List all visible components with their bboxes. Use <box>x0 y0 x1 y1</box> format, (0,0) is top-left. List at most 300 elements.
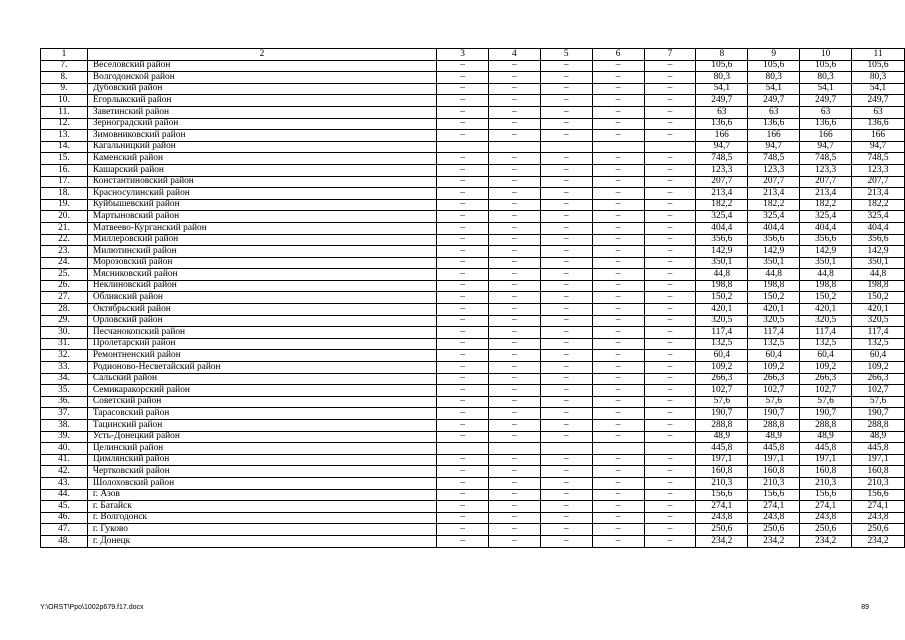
dash-cell: – <box>592 362 644 374</box>
dash-cell: – <box>644 106 696 118</box>
header-cell: 11 <box>852 49 905 61</box>
dash-cell: – <box>540 211 592 223</box>
dash-cell: – <box>437 292 489 304</box>
value-cell: 249,7 <box>800 95 852 107</box>
row-number: 41. <box>41 454 88 466</box>
table-row <box>41 164 905 176</box>
value-cell: 94,7 <box>800 141 852 153</box>
dash-cell: – <box>644 362 696 374</box>
value-cell: 320,5 <box>696 315 748 327</box>
row-number: 34. <box>41 373 88 385</box>
dash-cell: – <box>644 95 696 107</box>
dash-cell <box>540 141 592 153</box>
value-cell: 60,4 <box>748 350 800 362</box>
district-name: Мартыновский район <box>87 211 436 223</box>
dash-cell: – <box>592 164 644 176</box>
value-cell: 250,6 <box>696 524 748 536</box>
dash-cell: – <box>540 199 592 211</box>
dash-cell: – <box>644 118 696 130</box>
value-cell: 210,3 <box>748 477 800 489</box>
row-number: 17. <box>41 176 88 188</box>
value-cell: 44,8 <box>696 269 748 281</box>
dash-cell: – <box>644 477 696 489</box>
header-row <box>41 49 905 61</box>
dash-cell: – <box>592 118 644 130</box>
value-cell: 63 <box>748 106 800 118</box>
dash-cell: – <box>644 246 696 258</box>
district-name: Красносулинский район <box>87 188 436 200</box>
value-cell: 109,2 <box>800 362 852 374</box>
value-cell: 150,2 <box>800 292 852 304</box>
dash-cell: – <box>437 83 489 95</box>
dash-cell: – <box>592 280 644 292</box>
value-cell: 136,6 <box>800 118 852 130</box>
value-cell: 198,8 <box>852 280 905 292</box>
district-name: Морозовский район <box>87 257 436 269</box>
footer-page-number: 89 <box>861 604 869 611</box>
dash-cell: – <box>592 292 644 304</box>
dash-cell: – <box>437 535 489 547</box>
table-row <box>41 188 905 200</box>
dash-cell: – <box>437 408 489 420</box>
dash-cell: – <box>592 338 644 350</box>
value-cell: 80,3 <box>852 72 905 84</box>
value-cell: 102,7 <box>800 385 852 397</box>
header-cell: 8 <box>696 49 748 61</box>
district-name: г. Донецк <box>87 535 436 547</box>
value-cell: 445,8 <box>800 443 852 455</box>
table-row <box>41 60 905 72</box>
dash-cell <box>592 443 644 455</box>
value-cell: 234,2 <box>800 535 852 547</box>
value-cell: 325,4 <box>800 211 852 223</box>
dash-cell: – <box>592 269 644 281</box>
dash-cell: – <box>488 327 540 339</box>
table-row <box>41 512 905 524</box>
dash-cell: – <box>437 118 489 130</box>
value-cell: 94,7 <box>748 141 800 153</box>
value-cell: 142,9 <box>696 246 748 258</box>
district-name: Каменский район <box>87 153 436 165</box>
dash-cell: – <box>437 106 489 118</box>
dash-cell: – <box>644 234 696 246</box>
value-cell: 63 <box>800 106 852 118</box>
value-cell: 350,1 <box>696 257 748 269</box>
value-cell: 123,3 <box>748 164 800 176</box>
dash-cell: – <box>592 222 644 234</box>
dash-cell <box>540 443 592 455</box>
row-number: 23. <box>41 246 88 258</box>
dash-cell: – <box>644 153 696 165</box>
row-number: 16. <box>41 164 88 176</box>
value-cell: 748,5 <box>852 153 905 165</box>
value-cell: 356,6 <box>800 234 852 246</box>
dash-cell: – <box>644 385 696 397</box>
dash-cell: – <box>488 373 540 385</box>
dash-cell: – <box>592 420 644 432</box>
district-name: Тарасовский район <box>87 408 436 420</box>
dash-cell: – <box>488 269 540 281</box>
value-cell: 109,2 <box>696 362 748 374</box>
dash-cell: – <box>540 153 592 165</box>
value-cell: 60,4 <box>800 350 852 362</box>
row-number: 24. <box>41 257 88 269</box>
dash-cell: – <box>644 466 696 478</box>
dash-cell: – <box>488 246 540 258</box>
dash-cell: – <box>644 164 696 176</box>
row-number: 37. <box>41 408 88 420</box>
value-cell: 54,1 <box>800 83 852 95</box>
value-cell: 156,6 <box>852 489 905 501</box>
value-cell: 198,8 <box>696 280 748 292</box>
dash-cell: – <box>592 130 644 142</box>
value-cell: 404,4 <box>748 222 800 234</box>
district-name: Дубовский район <box>87 83 436 95</box>
value-cell: 150,2 <box>852 292 905 304</box>
header-cell: 7 <box>644 49 696 61</box>
dash-cell: – <box>644 72 696 84</box>
dash-cell: – <box>644 512 696 524</box>
value-cell: 213,4 <box>800 188 852 200</box>
dash-cell: – <box>592 95 644 107</box>
dash-cell: – <box>644 222 696 234</box>
dash-cell: – <box>540 118 592 130</box>
district-name: Матвеево-Курганский район <box>87 222 436 234</box>
dash-cell: – <box>540 327 592 339</box>
district-name: г. Волгодонск <box>87 512 436 524</box>
value-cell: 320,5 <box>748 315 800 327</box>
dash-cell: – <box>592 489 644 501</box>
value-cell: 445,8 <box>852 443 905 455</box>
value-cell: 420,1 <box>800 304 852 316</box>
dash-cell: – <box>437 338 489 350</box>
value-cell: 105,6 <box>748 60 800 72</box>
dash-cell: – <box>540 188 592 200</box>
value-cell: 160,8 <box>800 466 852 478</box>
dash-cell: – <box>540 385 592 397</box>
value-cell: 80,3 <box>696 72 748 84</box>
dash-cell: – <box>644 535 696 547</box>
dash-cell: – <box>540 489 592 501</box>
dash-cell: – <box>540 501 592 513</box>
value-cell: 109,2 <box>748 362 800 374</box>
district-name: г. Гуково <box>87 524 436 536</box>
row-number: 36. <box>41 396 88 408</box>
value-cell: 156,6 <box>748 489 800 501</box>
dash-cell: – <box>488 72 540 84</box>
dash-cell: – <box>437 95 489 107</box>
district-name: Обливский район <box>87 292 436 304</box>
dash-cell: – <box>437 211 489 223</box>
value-cell: 190,7 <box>748 408 800 420</box>
dash-cell: – <box>644 489 696 501</box>
value-cell: 197,1 <box>748 454 800 466</box>
value-cell: 102,7 <box>748 385 800 397</box>
value-cell: 166 <box>800 130 852 142</box>
dash-cell: – <box>488 118 540 130</box>
district-name: Ремонтненский район <box>87 350 436 362</box>
dash-cell: – <box>592 408 644 420</box>
district-name: Зимовниковский район <box>87 130 436 142</box>
dash-cell: – <box>644 292 696 304</box>
dash-cell: – <box>644 396 696 408</box>
row-number: 19. <box>41 199 88 211</box>
dash-cell: – <box>437 222 489 234</box>
value-cell: 80,3 <box>748 72 800 84</box>
value-cell: 44,8 <box>852 269 905 281</box>
value-cell: 234,2 <box>696 535 748 547</box>
dash-cell <box>437 141 489 153</box>
row-number: 30. <box>41 327 88 339</box>
dash-cell: – <box>488 396 540 408</box>
value-cell: 142,9 <box>852 246 905 258</box>
dash-cell: – <box>437 489 489 501</box>
value-cell: 44,8 <box>748 269 800 281</box>
value-cell: 207,7 <box>696 176 748 188</box>
dash-cell: – <box>437 164 489 176</box>
dash-cell: – <box>488 454 540 466</box>
dash-cell: – <box>488 466 540 478</box>
value-cell: 102,7 <box>852 385 905 397</box>
dash-cell: – <box>437 501 489 513</box>
row-number: 47. <box>41 524 88 536</box>
dash-cell: – <box>488 385 540 397</box>
row-number: 15. <box>41 153 88 165</box>
value-cell: 207,7 <box>748 176 800 188</box>
dash-cell: – <box>488 130 540 142</box>
district-name: Пролетарский район <box>87 338 436 350</box>
table-row <box>41 304 905 316</box>
value-cell: 445,8 <box>696 443 748 455</box>
value-cell: 213,4 <box>748 188 800 200</box>
table-row <box>41 153 905 165</box>
dash-cell: – <box>644 199 696 211</box>
dash-cell: – <box>540 130 592 142</box>
district-name: Песчанокопский район <box>87 327 436 339</box>
dash-cell: – <box>540 373 592 385</box>
dash-cell: – <box>437 176 489 188</box>
dash-cell: – <box>540 72 592 84</box>
header-cell: 6 <box>592 49 644 61</box>
table-row <box>41 72 905 84</box>
dash-cell: – <box>540 338 592 350</box>
dash-cell: – <box>488 164 540 176</box>
dash-cell: – <box>437 385 489 397</box>
value-cell: 197,1 <box>852 454 905 466</box>
dash-cell: – <box>437 350 489 362</box>
value-cell: 356,6 <box>852 234 905 246</box>
row-number: 8. <box>41 72 88 84</box>
value-cell: 350,1 <box>852 257 905 269</box>
dash-cell: – <box>644 60 696 72</box>
dash-cell: – <box>592 315 644 327</box>
dash-cell: – <box>540 269 592 281</box>
dash-cell: – <box>540 420 592 432</box>
value-cell: 166 <box>748 130 800 142</box>
dash-cell: – <box>644 130 696 142</box>
district-name: Советский район <box>87 396 436 408</box>
dash-cell: – <box>644 327 696 339</box>
dash-cell: – <box>592 477 644 489</box>
dash-cell: – <box>644 83 696 95</box>
dash-cell: – <box>540 292 592 304</box>
value-cell: 404,4 <box>696 222 748 234</box>
dash-cell <box>644 141 696 153</box>
row-number: 14. <box>41 141 88 153</box>
district-name: Сальский район <box>87 373 436 385</box>
table-row <box>41 408 905 420</box>
dash-cell: – <box>437 315 489 327</box>
table-row <box>41 477 905 489</box>
value-cell: 60,4 <box>696 350 748 362</box>
dash-cell: – <box>644 454 696 466</box>
dash-cell: – <box>540 234 592 246</box>
value-cell: 105,6 <box>696 60 748 72</box>
dash-cell: – <box>592 512 644 524</box>
dash-cell: – <box>488 338 540 350</box>
dash-cell: – <box>540 350 592 362</box>
table-row <box>41 443 905 455</box>
row-number: 40. <box>41 443 88 455</box>
dash-cell: – <box>437 466 489 478</box>
value-cell: 136,6 <box>852 118 905 130</box>
dash-cell: – <box>437 269 489 281</box>
value-cell: 249,7 <box>748 95 800 107</box>
district-name: Заветинский район <box>87 106 436 118</box>
value-cell: 274,1 <box>852 501 905 513</box>
dash-cell <box>488 443 540 455</box>
footer-file-path: Y:\ORST\Ppo\1002p679.f17.docx <box>40 604 144 611</box>
dash-cell: – <box>644 431 696 443</box>
value-cell: 117,4 <box>852 327 905 339</box>
dash-cell: – <box>488 292 540 304</box>
row-number: 44. <box>41 489 88 501</box>
value-cell: 274,1 <box>800 501 852 513</box>
value-cell: 160,8 <box>696 466 748 478</box>
value-cell: 210,3 <box>800 477 852 489</box>
dash-cell: – <box>540 304 592 316</box>
value-cell: 325,4 <box>852 211 905 223</box>
value-cell: 156,6 <box>800 489 852 501</box>
dash-cell: – <box>644 408 696 420</box>
value-cell: 182,2 <box>852 199 905 211</box>
district-name: Семикаракорский район <box>87 385 436 397</box>
dash-cell <box>437 443 489 455</box>
dash-cell: – <box>437 420 489 432</box>
dash-cell: – <box>437 60 489 72</box>
table-row <box>41 199 905 211</box>
row-number: 11. <box>41 106 88 118</box>
table-row <box>41 396 905 408</box>
table-row <box>41 269 905 281</box>
table-row <box>41 466 905 478</box>
value-cell: 288,8 <box>748 420 800 432</box>
dash-cell: – <box>592 535 644 547</box>
value-cell: 48,9 <box>852 431 905 443</box>
header-cell: 4 <box>488 49 540 61</box>
row-number: 38. <box>41 420 88 432</box>
dash-cell: – <box>592 72 644 84</box>
value-cell: 142,9 <box>748 246 800 258</box>
row-number: 10. <box>41 95 88 107</box>
dash-cell: – <box>540 512 592 524</box>
table-row <box>41 385 905 397</box>
dash-cell: – <box>592 60 644 72</box>
district-name: Тацинский район <box>87 420 436 432</box>
table-row <box>41 535 905 547</box>
row-number: 21. <box>41 222 88 234</box>
district-name: Усть-Донецкий район <box>87 431 436 443</box>
value-cell: 94,7 <box>696 141 748 153</box>
table-row <box>41 431 905 443</box>
table-row <box>41 257 905 269</box>
dash-cell: – <box>437 280 489 292</box>
dash-cell: – <box>488 153 540 165</box>
table-row <box>41 315 905 327</box>
value-cell: 207,7 <box>852 176 905 188</box>
dash-cell: – <box>592 431 644 443</box>
dash-cell: – <box>437 246 489 258</box>
value-cell: 132,5 <box>852 338 905 350</box>
dash-cell: – <box>488 188 540 200</box>
table-row <box>41 292 905 304</box>
value-cell: 136,6 <box>696 118 748 130</box>
row-number: 26. <box>41 280 88 292</box>
value-cell: 748,5 <box>696 153 748 165</box>
row-number: 35. <box>41 385 88 397</box>
header-cell: 5 <box>540 49 592 61</box>
data-table <box>40 48 905 548</box>
value-cell: 102,7 <box>696 385 748 397</box>
dash-cell: – <box>488 362 540 374</box>
value-cell: 249,7 <box>852 95 905 107</box>
dash-cell: – <box>540 535 592 547</box>
dash-cell: – <box>592 246 644 258</box>
dash-cell: – <box>592 385 644 397</box>
dash-cell: – <box>437 512 489 524</box>
value-cell: 325,4 <box>696 211 748 223</box>
district-name: Чертковский район <box>87 466 436 478</box>
value-cell: 266,3 <box>852 373 905 385</box>
dash-cell: – <box>540 246 592 258</box>
district-name: Веселовский район <box>87 60 436 72</box>
dash-cell: – <box>644 350 696 362</box>
row-number: 31. <box>41 338 88 350</box>
value-cell: 350,1 <box>748 257 800 269</box>
value-cell: 44,8 <box>800 269 852 281</box>
row-number: 29. <box>41 315 88 327</box>
value-cell: 150,2 <box>748 292 800 304</box>
dash-cell: – <box>592 524 644 536</box>
value-cell: 182,2 <box>696 199 748 211</box>
dash-cell: – <box>592 327 644 339</box>
dash-cell: – <box>437 234 489 246</box>
district-name: Неклиновский район <box>87 280 436 292</box>
table-row <box>41 211 905 223</box>
table-row <box>41 222 905 234</box>
dash-cell: – <box>437 373 489 385</box>
dash-cell: – <box>437 362 489 374</box>
row-number: 28. <box>41 304 88 316</box>
district-name: Родионово-Несветайский район <box>87 362 436 374</box>
dash-cell: – <box>644 373 696 385</box>
district-name: Орловский район <box>87 315 436 327</box>
value-cell: 198,8 <box>800 280 852 292</box>
table-row <box>41 141 905 153</box>
dash-cell: – <box>592 199 644 211</box>
dash-cell: – <box>592 466 644 478</box>
dash-cell: – <box>540 164 592 176</box>
